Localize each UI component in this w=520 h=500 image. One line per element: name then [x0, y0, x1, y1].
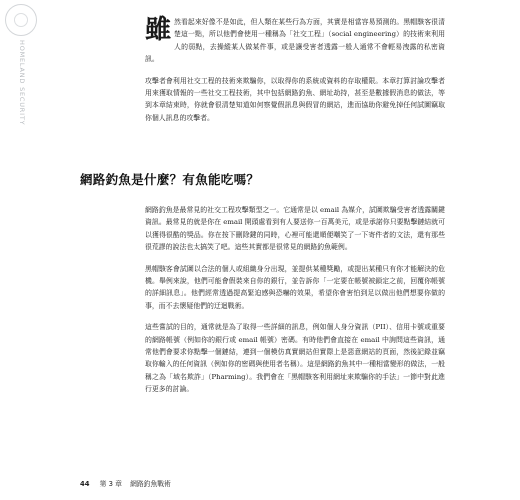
page-number: 44: [80, 480, 90, 488]
drop-cap: 雖: [145, 15, 172, 45]
intro-paragraph-1: [145, 16, 445, 66]
sidebar-vertical-text: HOMELAND SECURITY: [18, 40, 26, 126]
seal-emblem-icon: [5, 4, 37, 36]
section-body: [145, 204, 445, 405]
section-heading: 網路釣魚是什麼？有魚能吃嗎？: [80, 172, 260, 187]
intro-block: [145, 16, 445, 133]
section-paragraph-1: 網路釣魚是最常見的社交工程攻擊類型之一。它通常是以 email 為媒介，試圖欺騙受害者透露關鍵資訊。最常見的就是你在 email 開頭處看到有人要送你一百萬美元，或是承諾你只要點擊鏈結就可以獲得很酷的獎品。你在按下刪除鍵的同時，心裡可能還順便嘲笑了一下寄件者的文法，還有那些很荒謬的說法也太搞笑了吧。這些其實都是很常見的網路釣魚範例。: [145, 206, 445, 252]
page-footer: [80, 478, 177, 488]
intro-paragraph-2: 攻擊者會利用社交工程的技術來欺騙你，以取得你的系統或資料的存取權限。本章打算討論攻擊者用來獲取情報的一些社交工程技術，其中包括網路釣魚、網址劫持，甚至是數據假消息的做法，等到本章結束時，你就會很清楚知道如何察覺假訊息與假冒的網站，進而協助你避免掉任何試圖竊取你個人訊息的攻擊者。: [145, 76, 445, 122]
section-paragraph-3: 這些嘗試的目的，通常就是為了取得一些詳細的訊息，例如個人身分資訊（PII）、信用卡號或重要的網路帳號（例如你的銀行或 email 帳號）密碼。有時他們會直接在 email 中詢問這些資訊，通常他們會要求你點擊一個鏈結，連到一個模仿真實網站但實際上是惡意網站的頁面，然後記錄並竊取你輸入的任何資訊（例如你的密碼與使用者名稱）。這是網路釣魚其中一種相當變形的做法，一般稱之為「域名欺詐」（Pharming）。我們會在「黑帽駭客利用網址來欺騙你的手法」一節中對此進行更多的討論。: [145, 323, 445, 394]
intro-paragraph-1-text: 然看起來好像不是如此，但人類在某些行為方面，其實是相當容易預測的。黑帽駭客很清楚這一點，所以他們會使用一種稱為「社交工程」（social engineering）的技術來利用人的弱點，去操縱某人做某件事，或是讓受害者透露一般人通常不會輕易洩露的私密資訊。: [145, 18, 445, 64]
section-paragraph-2: 黑帽駭客會試圖以合法的個人或組織身分出現，並提供某種獎勵，或提出某種只有你才能解決的危機。舉例來說，他們可能會假裝來自你的銀行，並告訴你「一定要在帳號被鎖定之前，回覆你帳號的詳細訊息」。他們經常透過提高緊迫感與恐嚇的效果，希望你會害怕到足以做出他們想要你做的事，而不去懷疑他們的迂迴戰術。: [145, 264, 445, 310]
chapter-label: 第 3 章: [99, 480, 122, 488]
sidebar: [0, 0, 45, 500]
chapter-title: 網路釣魚戰術: [130, 480, 171, 488]
